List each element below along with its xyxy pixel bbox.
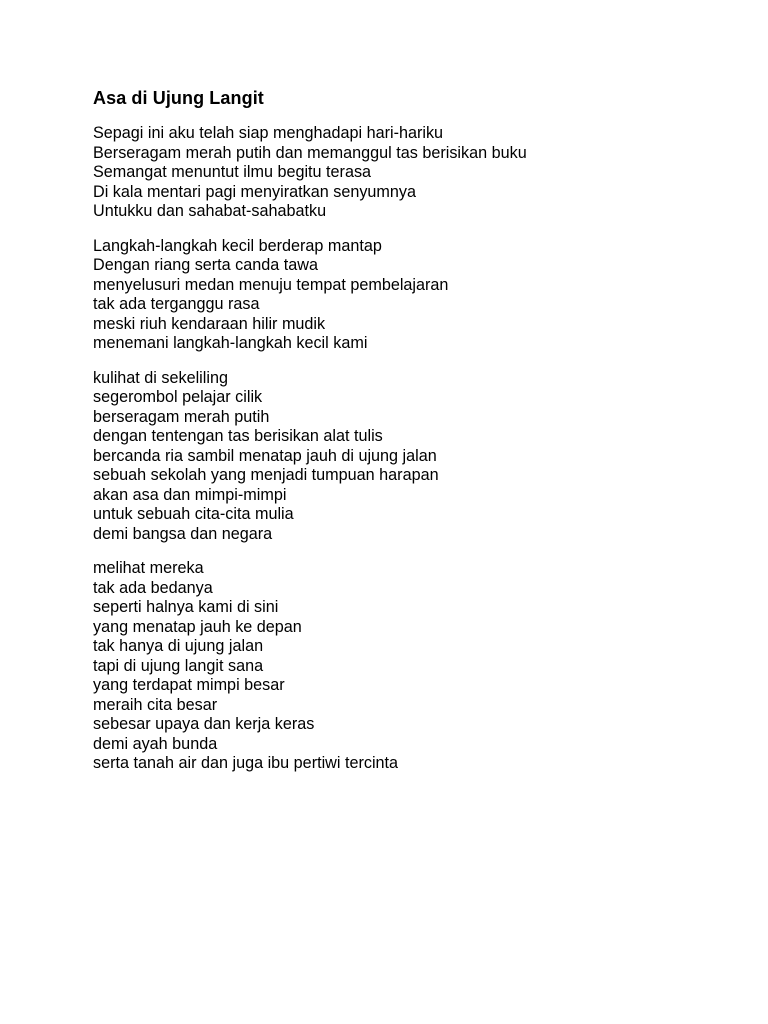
stanza-1	[93, 124, 728, 222]
document-page	[93, 86, 728, 789]
poem-line: Di kala mentari pagi menyiratkan senyumnya	[93, 182, 416, 201]
poem-line: tak ada terganggu rasa	[93, 295, 260, 313]
poem-line: Dengan riang serta canda tawa	[93, 256, 318, 274]
poem-line: akan asa dan mimpi-mimpi	[93, 485, 287, 504]
stanza-4	[93, 559, 728, 774]
poem-line: sebesar upaya dan kerja keras	[93, 715, 315, 733]
poem-line: tapi di ujung langit sana	[93, 656, 264, 675]
poem-line: yang terdapat mimpi besar	[93, 676, 285, 694]
poem-line: dengan tentengan tas berisikan alat tulis	[93, 427, 383, 445]
poem-line: bercanda ria sambil menatap jauh di ujung jalan	[93, 446, 437, 465]
stanza-2	[93, 237, 728, 354]
poem-line: melihat mereka	[93, 559, 204, 577]
poem-line: demi bangsa dan negara	[93, 524, 273, 543]
poem-line: demi ayah bunda	[93, 734, 218, 753]
poem-line: yang menatap jauh ke depan	[93, 617, 302, 636]
poem-line: meraih cita besar	[93, 695, 218, 714]
poem-line: Untukku dan sahabat-sahabatku	[93, 202, 327, 220]
poem-line: sebuah sekolah yang menjadi tumpuan harapan	[93, 466, 439, 484]
poem-line: berseragam merah putih	[93, 407, 270, 426]
poem-line: tak hanya di ujung jalan	[93, 637, 264, 655]
poem-line: serta tanah air dan juga ibu pertiwi tercinta	[93, 754, 399, 772]
stanza-3	[93, 369, 728, 545]
poem-title: Asa di Ujung Langit	[93, 88, 264, 108]
poem-line: tak ada bedanya	[93, 578, 213, 597]
poem-line: Langkah-langkah kecil berderap mantap	[93, 236, 382, 255]
poem-line: Semangat menuntut ilmu begitu terasa	[93, 163, 372, 181]
poem-line: menyelusuri medan menuju tempat pembelajaran	[93, 275, 449, 294]
poem-line: segerombol pelajar cilik	[93, 388, 263, 406]
poem-line: meski riuh kendaraan hilir mudik	[93, 314, 326, 333]
poem-line: seperti halnya kami di sini	[93, 598, 279, 616]
poem-line: menemani langkah-langkah kecil kami	[93, 334, 368, 352]
poem-line: kulihat di sekeliling	[93, 368, 228, 387]
poem-line: Berseragam merah putih dan memanggul tas berisikan buku	[93, 143, 527, 162]
poem-line: Sepagi ini aku telah siap menghadapi hari-hariku	[93, 124, 444, 142]
poem-line: untuk sebuah cita-cita mulia	[93, 505, 294, 523]
